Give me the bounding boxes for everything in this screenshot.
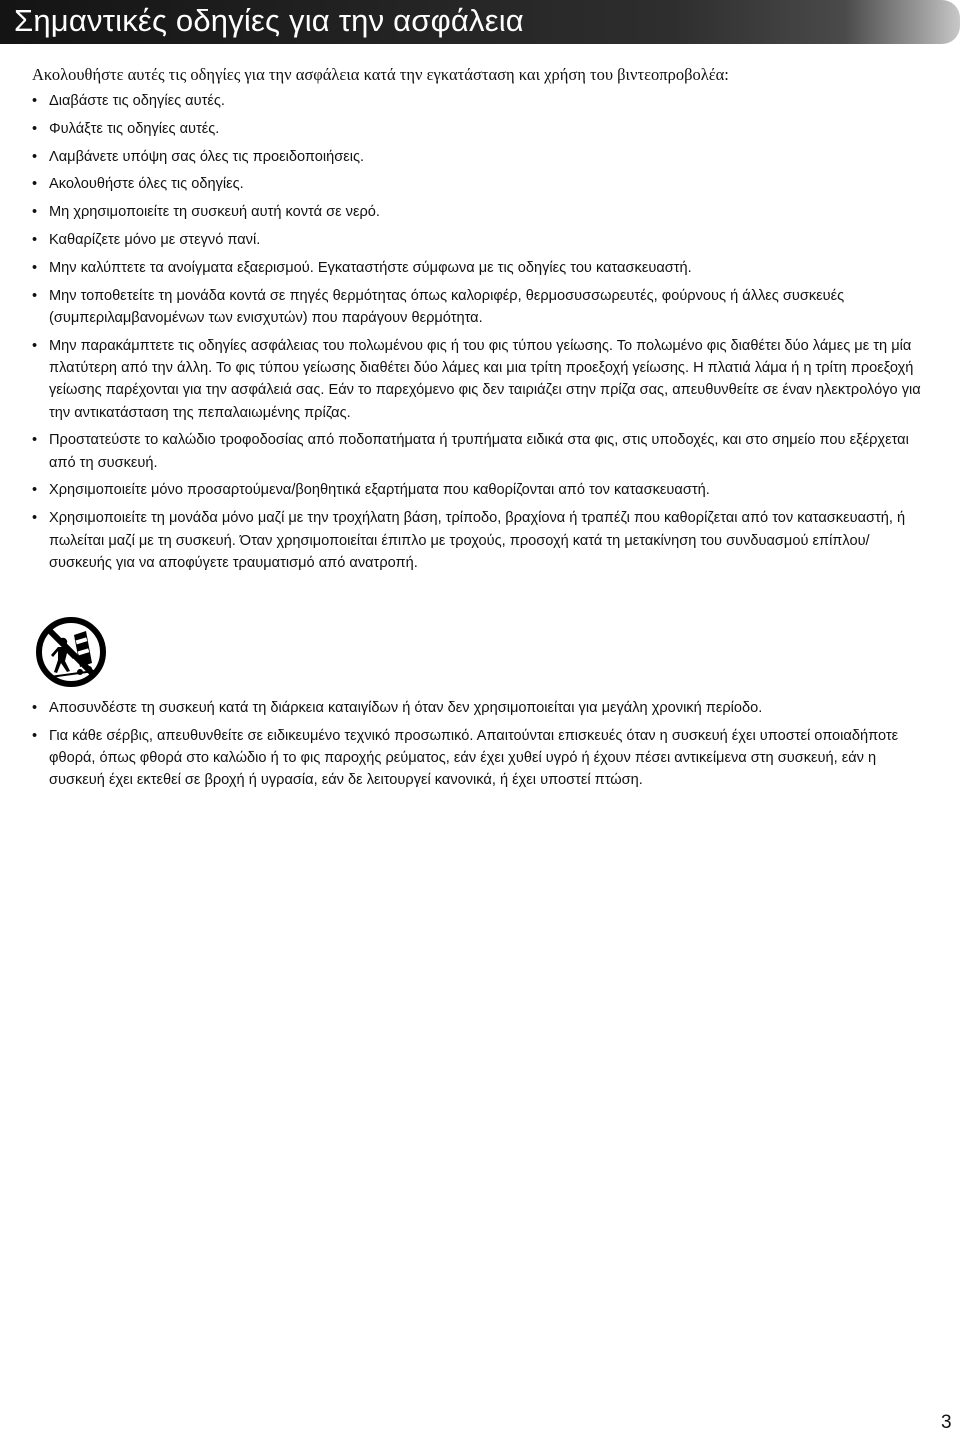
bullet-icon: •: [32, 204, 38, 221]
list-item: [32, 90, 922, 112]
bullet-icon: •: [32, 510, 38, 527]
list-item-text: Φυλάξτε τις οδηγίες αυτές.: [49, 120, 220, 137]
list-item-text: Μην παρακάμπτετε τις οδηγίες ασφάλειας του πολωμένου φις ή του φις τύπου γείωσης. Το πολωμένο φις διαθέτει δύο λάμες με τη μία πλατύτερη από την άλλη. Το φις τύπου γείωσης διαθέτει δύο λάμες και μια τρίτη προεξοχή γείωσης. Η πλατιά λάμα ή η τρίτη προεξοχή γείωσης παρέχονται για την ασφάλειά σας. Εάν το παρεχόμενο φις δεν ταιριάζει στην πρίζα σας, απευθυνθείτε σε έναν ηλεκτρολόγο για την αντικατάσταση της πεπαλαιωμένης πρίζας.: [49, 337, 921, 421]
bullet-icon: •: [32, 120, 38, 137]
safety-instructions-list-bottom: [32, 697, 922, 792]
list-item-text: Χρησιμοποιείτε τη μονάδα μόνο μαζί με την τροχήλατη βάση, τρίποδο, βραχίονα ή τραπέζι που καθορίζεται από τον κατασκευαστή, ή πωλείται μαζί με τη συσκευή. Όταν χρησιμοποιείται έπιπλο με τροχούς, προσοχή κατά τη μετακίνηση του συνδυασμού επίπλου/συσκευής για να αποφύγετε τραυματισμό από ανατροπή.: [49, 510, 906, 571]
page-number: 3: [941, 1412, 952, 1433]
bullet-icon: •: [32, 287, 38, 304]
list-item: [32, 118, 922, 140]
list-item: [32, 146, 922, 168]
list-item: [32, 429, 922, 474]
list-item: [32, 479, 922, 501]
list-item-text: Ακολουθήστε όλες τις οδηγίες.: [49, 176, 244, 193]
bullet-icon: •: [32, 231, 38, 248]
bullet-icon: •: [32, 259, 38, 276]
bullet-icon: •: [32, 727, 38, 744]
safety-instructions-list-continued: [32, 697, 922, 797]
list-item: [32, 725, 922, 792]
list-item: [32, 201, 922, 223]
list-item: [32, 229, 922, 251]
bullet-icon: •: [32, 482, 38, 499]
intro-text: Ακολουθήστε αυτές τις οδηγίες για την ασφάλεια κατά την εγκατάσταση και χρήση του βιντεοπροβολέα:: [32, 65, 729, 84]
list-item-text: Αποσυνδέστε τη συσκευή κατά τη διάρκεια καταιγίδων ή όταν δεν χρησιμοποιείται για μεγάλη χρονική περίοδο.: [49, 700, 763, 716]
list-item-text: Μην καλύπτετε τα ανοίγματα εξαερισμού. Εγκαταστήστε σύμφωνα με τις οδηγίες του κατασκευαστή.: [49, 259, 692, 276]
title-bar: [0, 0, 960, 44]
list-item-text: Μη χρησιμοποιείτε τη συσκευή αυτή κοντά σε νερό.: [49, 204, 380, 221]
list-item-text: Καθαρίζετε μόνο με στεγνό πανί.: [49, 231, 261, 248]
list-item-text: Χρησιμοποιείτε μόνο προσαρτούμενα/βοηθητικά εξαρτήματα που καθορίζονται από τον κατασκευαστή.: [49, 482, 710, 499]
bullet-icon: •: [32, 148, 38, 165]
list-item-text: Για κάθε σέρβις, απευθυνθείτε σε ειδικευμένο τεχνικό προσωπικό. Απαιτούνται επισκευές όταν η συσκευή έχει υποστεί οποιαδήποτε φθορά, όπως φθορά στο καλώδιο ή το φις παροχής ρεύματος, εάν έχει χυθεί υγρό ή έχουν πέσει αντικείμενα στη συσκευή, εάν η συσκευή έχει εκτεθεί σε βροχή ή υγρασία, εάν δε λειτουργεί κανονικά, ή έχει υποστεί πτώση.: [49, 727, 899, 789]
list-item: [32, 697, 922, 719]
page-title: Σημαντικές οδηγίες για την ασφάλεια: [14, 3, 524, 38]
bullet-icon: •: [32, 93, 38, 109]
list-item-text: Λαμβάνετε υπόψη σας όλες τις προειδοποιήσεις.: [49, 148, 365, 165]
cart-tip-over-warning-icon: [36, 617, 106, 687]
list-item-text: Διαβάστε τις οδηγίες αυτές.: [49, 93, 225, 109]
list-item: [32, 285, 922, 330]
safety-instructions-list: [32, 90, 922, 574]
bullet-icon: •: [32, 337, 38, 354]
main-content: [32, 63, 922, 580]
list-item: [32, 335, 922, 424]
bullet-icon: •: [32, 700, 38, 716]
list-item: [32, 507, 922, 574]
list-item: [32, 257, 922, 279]
bullet-icon: •: [32, 432, 38, 449]
list-item-text: Προστατεύστε το καλώδιο τροφοδοσίας από ποδοπατήματα ή τρυπήματα ειδικά στα φις, στις υποδοχές, και στο σημείο που εξέρχεται από τη συσκευή.: [49, 432, 909, 471]
list-item: [32, 173, 922, 195]
list-item-text: Μην τοποθετείτε τη μονάδα κοντά σε πηγές θερμότητας όπως καλοριφέρ, θερμοσυσσωρευτές, φούρνους ή άλλες συσκευές (συμπεριλαμβανομένων των ενισχυτών) που παράγουν θερμότητα.: [49, 287, 845, 326]
bullet-icon: •: [32, 176, 38, 193]
